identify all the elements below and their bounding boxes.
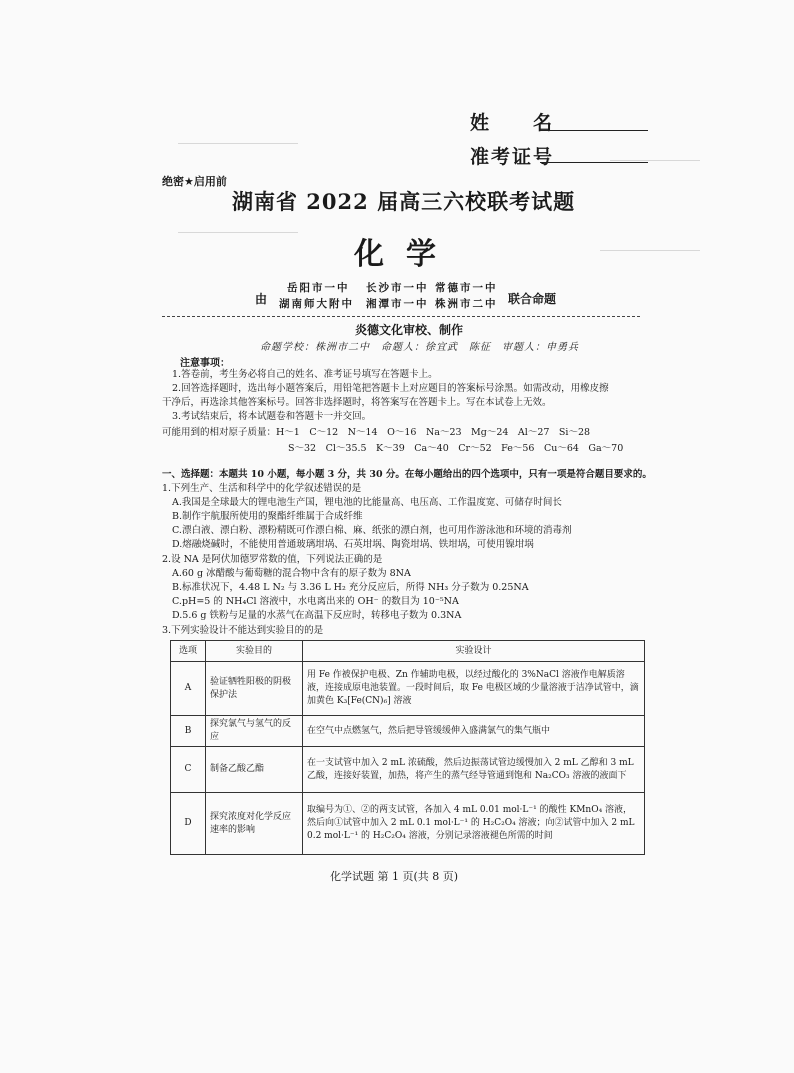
question-option: A.60 g 冰醋酸与葡萄糖的混合物中含有的原子数为 8NA xyxy=(172,568,411,579)
organizer-school: 常德市一中 xyxy=(435,282,498,294)
notice-item: 2.回答选择题时，选出每小题答案后，用铅笔把答题卡上对应题目的答案标号涂黑。如需改动，用橡皮擦 xyxy=(172,383,609,394)
section-heading: 一、选择题：本题共 10 小题，每小题 3 分，共 30 分。在每小题给出的四个选项中，只有一项是符合题目要求的。 xyxy=(162,469,652,480)
option-cell: C xyxy=(171,747,206,793)
question-option: A.我国是全球最大的锂电池生产国，锂电池的比能量高、电压高、工作温度宽、可储存时间长 xyxy=(172,497,562,508)
secret-mark: 绝密★启用前 xyxy=(162,175,227,188)
bleed-through-line xyxy=(178,143,298,144)
option-cell: A xyxy=(171,662,206,716)
experiment-table xyxy=(170,640,645,855)
organizer-school: 湘潭市一中 xyxy=(366,298,429,310)
table-row xyxy=(171,747,645,793)
table-row xyxy=(171,716,645,747)
table-row xyxy=(171,793,645,855)
purpose-cell: 制备乙酸乙酯 xyxy=(206,747,303,793)
table-row xyxy=(171,662,645,716)
notice-item: 1.答卷前，考生务必将自己的姓名、准考证号填写在答题卡上。 xyxy=(172,369,438,380)
exam-title: 湖南省 2022 届高三六校联考试题 xyxy=(232,189,576,214)
question-stem: 2.设 NA 是阿伏加德罗常数的值，下列说法正确的是 xyxy=(162,554,383,565)
design-cell: 取编号为①、②的两支试管，各加入 4 mL 0.01 mol·L⁻¹ 的酸性 KMnO₄ 溶液，然后向①试管中加入 2 mL 0.1 mol·L⁻¹ 的 H₂C₂O₄ 溶液；向②试管中加入 2 mL 0.2 mol·L⁻¹ 的 H₂C₂O₄ 溶液，分别记录溶液褪色所需的时间 xyxy=(303,793,645,855)
notice-item: 3.考试结束后，将本试题卷和答题卡一并交回。 xyxy=(172,411,372,422)
purpose-cell: 验证牺牲阳极的阴极保护法 xyxy=(206,662,303,716)
question-option: C.pH=5 的 NH₄Cl 溶液中，水电离出来的 OH⁻ 的数目为 10⁻⁵NA xyxy=(172,596,459,607)
name-field-line[interactable] xyxy=(540,130,648,131)
page-footer: 化学试题 第 1 页(共 8 页) xyxy=(330,870,459,883)
design-cell: 在一支试管中加入 2 mL 浓硫酸，然后边振荡试管边缓慢加入 2 mL 乙醇和 3 mL 乙酸，连接好装置，加热，将产生的蒸气经导管通到饱和 Na₂CO₃ 溶液的液面下 xyxy=(303,747,645,793)
bleed-through-line xyxy=(610,160,700,161)
dashed-divider xyxy=(162,316,640,317)
design-cell: 在空气中点燃氢气，然后把导管缓缓伸入盛满氯气的集气瓶中 xyxy=(303,716,645,747)
name-label: 姓 名 xyxy=(470,112,555,134)
producer-line: 炎德文化审校、制作 xyxy=(355,323,464,337)
question-option: B.制作宇航服所使用的聚酯纤维属于合成纤维 xyxy=(172,511,363,522)
question-stem: 3.下列实验设计不能达到实验目的的是 xyxy=(162,625,324,636)
credits-line: 命题学校：株洲市二中 命题人：徐宜武 陈征 审题人：申勇兵 xyxy=(260,342,579,353)
atomic-masses-line-2: S～32 Cl～35.5 K～39 Ca～40 Cr～52 Fe～56 Cu～64 Ga～70 xyxy=(288,443,624,454)
purpose-cell: 探究氯气与氢气的反应 xyxy=(206,716,303,747)
bleed-through-line xyxy=(178,232,298,233)
option-cell: B xyxy=(171,716,206,747)
exam-id-field-line[interactable] xyxy=(540,162,648,163)
notice-title: 注意事项： xyxy=(180,358,230,369)
option-cell: D xyxy=(171,793,206,855)
design-cell: 用 Fe 作被保护电极、Zn 作辅助电极，以经过酸化的 3%NaCl 溶液作电解质溶液，连接成原电池装置。一段时间后，取 Fe 电极区域的少量溶液于洁净试管中，滴加黄色 K₃[Fe(CN)₆] 溶液 xyxy=(303,662,645,716)
organizer-school: 长沙市一中 xyxy=(366,282,429,294)
organizer-school: 岳阳市一中 xyxy=(287,282,350,294)
purpose-cell: 探究浓度对化学反应速率的影响 xyxy=(206,793,303,855)
question-option: B.标准状况下，4.48 L N₂ 与 3.36 L H₂ 充分反应后，所得 NH₃ 分子数为 0.25NA xyxy=(172,582,529,593)
subject-title: 化学 xyxy=(354,237,458,272)
atomic-masses-line-1: 可能用到的相对原子质量：H～1 C～12 N～14 O～16 Na～23 Mg～24 Al～27 Si～28 xyxy=(162,427,591,438)
question-option: D.熔融烧碱时，不能使用普通玻璃坩埚、石英坩埚、陶瓷坩埚、铁坩埚，可使用镍坩埚 xyxy=(172,539,534,550)
table-header-row xyxy=(171,641,645,662)
notice-item: 干净后，再选涂其他答案标号。回答非选择题时，将答案写在答题卡上。写在本试卷上无效。 xyxy=(162,397,552,408)
joint-proposition: 联合命题 xyxy=(508,292,557,306)
organizer-by: 由 xyxy=(255,292,268,306)
question-option: D.5.6 g 铁粉与足量的水蒸气在高温下反应时，转移电子数为 0.3NA xyxy=(172,610,462,621)
table-header-cell: 实验设计 xyxy=(303,641,645,662)
organizer-school: 株洲市二中 xyxy=(435,298,498,310)
table-header-cell: 选项 xyxy=(171,641,206,662)
exam-id-label: 准考证号 xyxy=(470,146,555,168)
question-stem: 1.下列生产、生活和科学中的化学叙述错误的是 xyxy=(162,483,362,494)
organizer-school: 湖南师大附中 xyxy=(279,298,354,310)
table-header-cell: 实验目的 xyxy=(206,641,303,662)
question-option: C.漂白液、漂白粉、漂粉精既可作漂白棉、麻、纸张的漂白剂，也可用作游泳池和环境的消毒剂 xyxy=(172,525,572,536)
bleed-through-line xyxy=(600,250,700,251)
